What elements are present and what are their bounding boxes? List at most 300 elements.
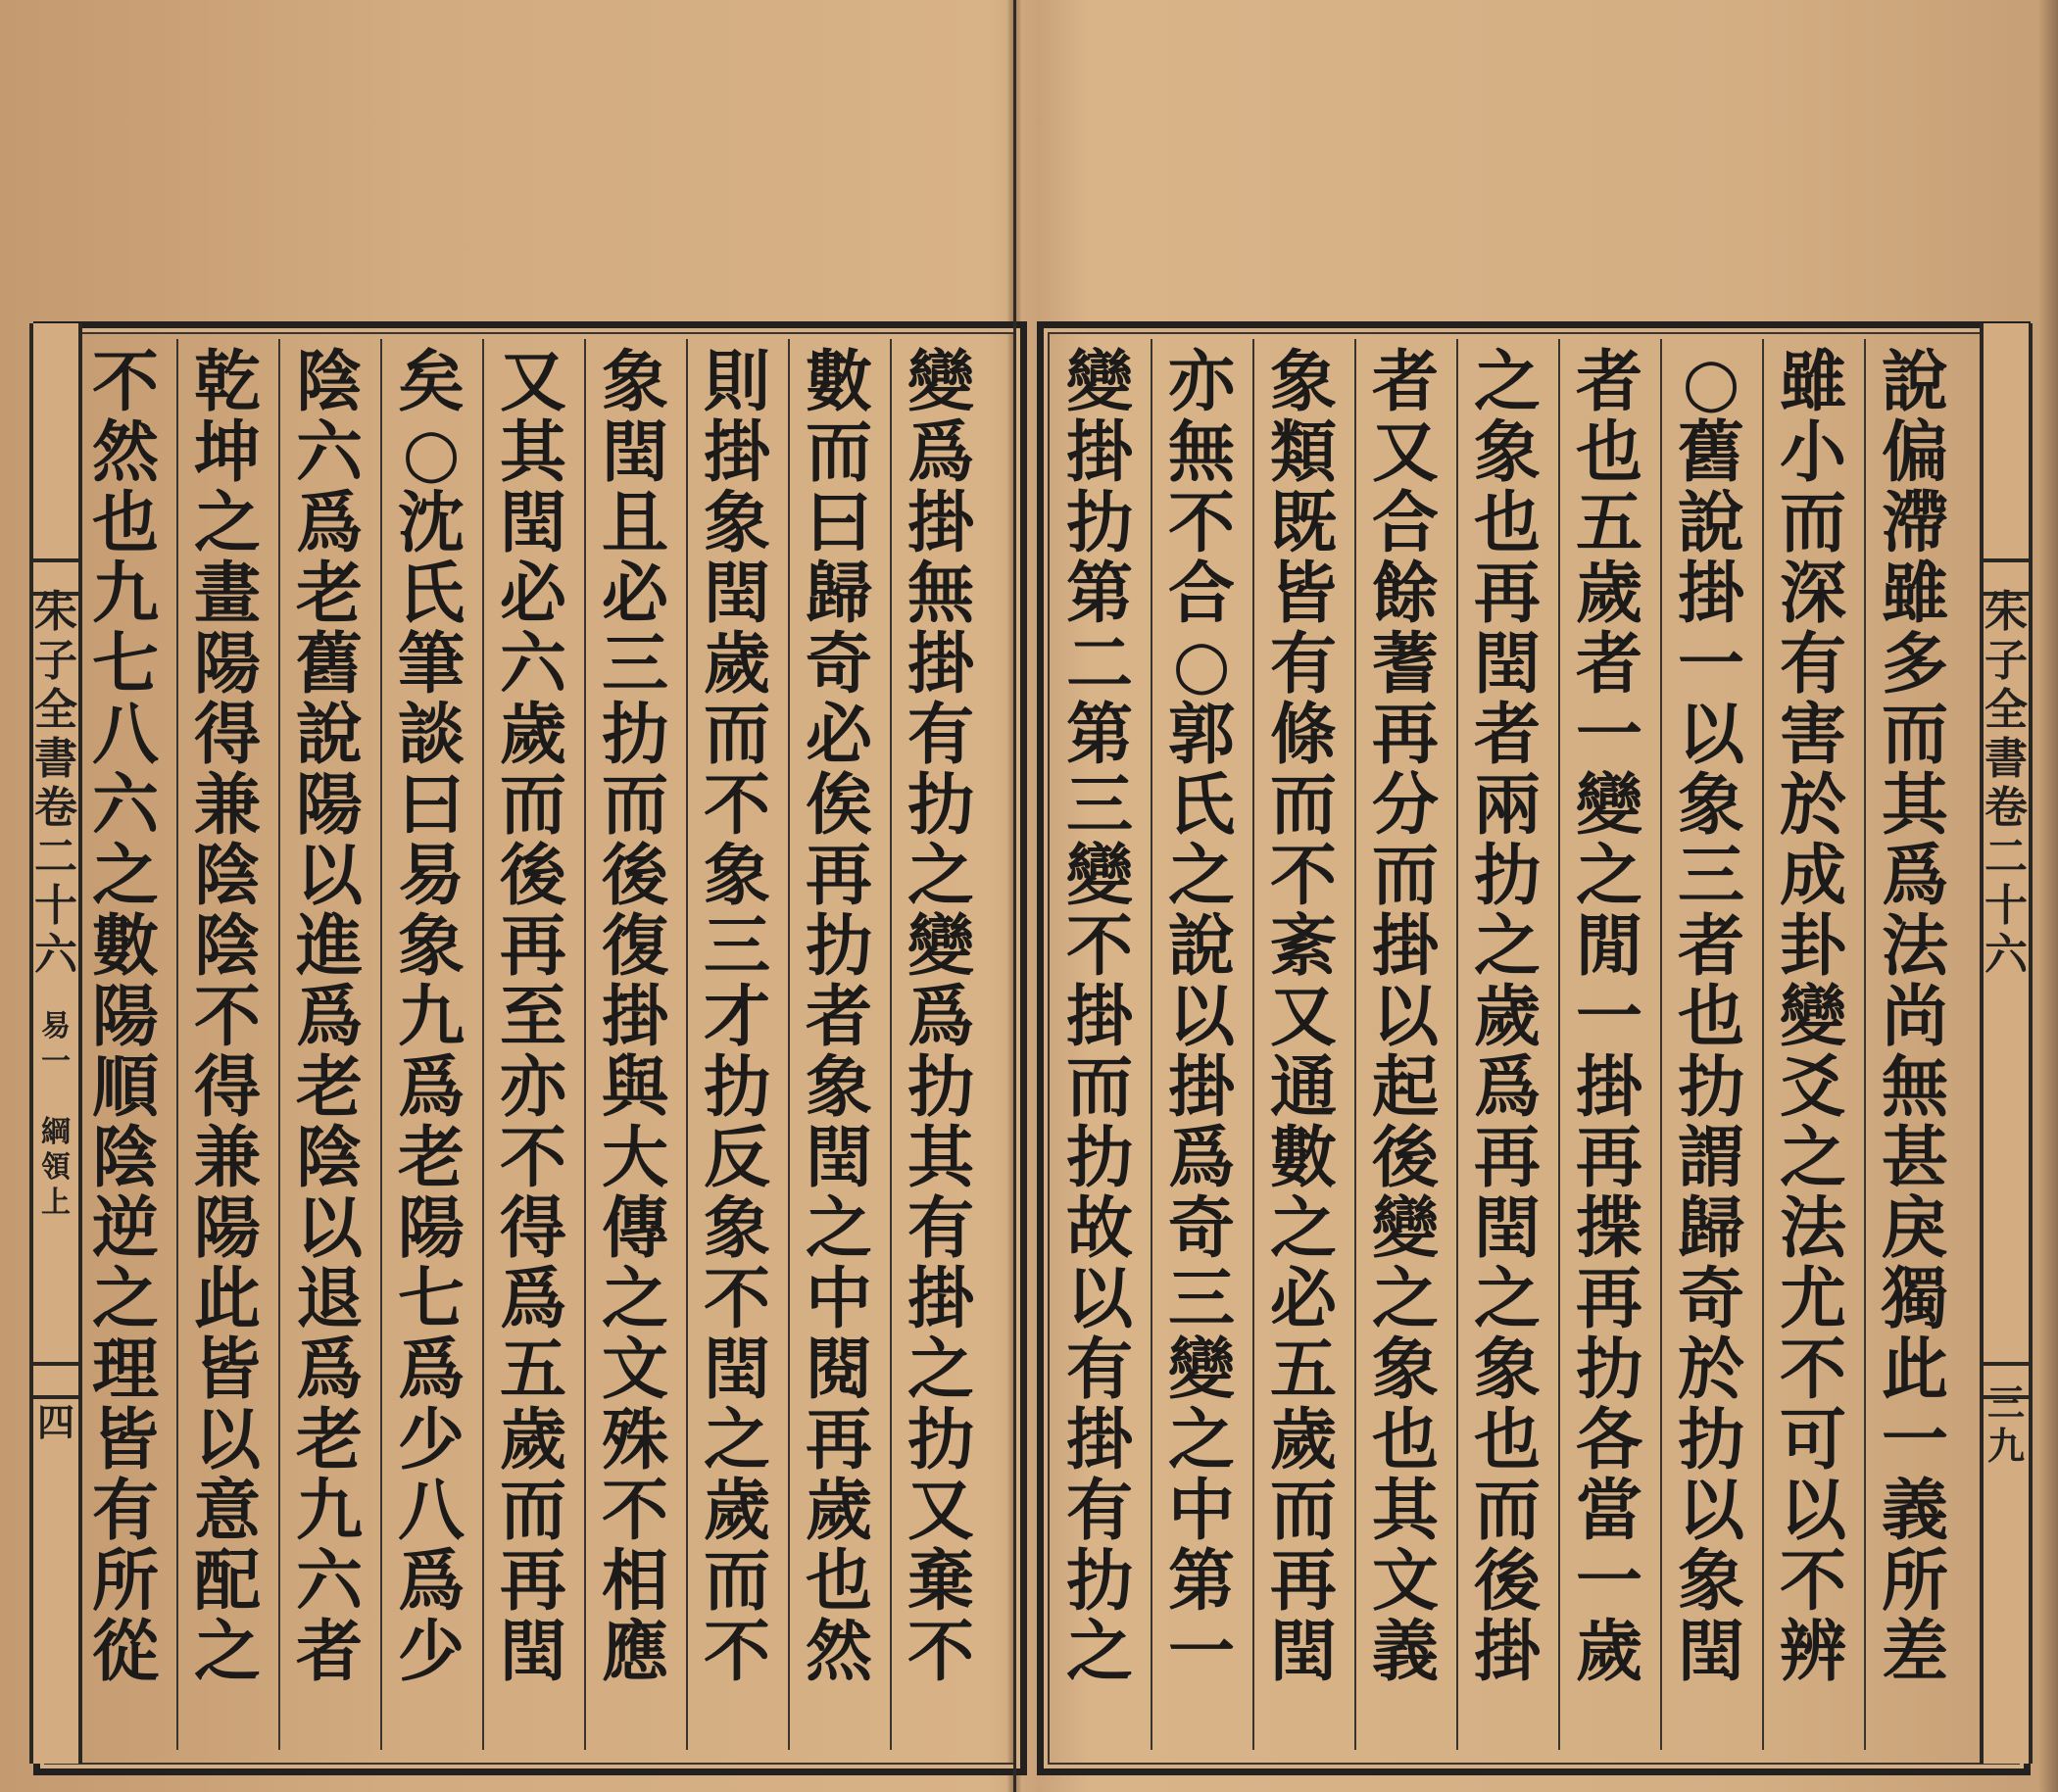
text-glyph: 第 bbox=[1065, 555, 1133, 633]
column-rule bbox=[788, 339, 790, 1750]
left-page-margin-strip bbox=[29, 323, 82, 1764]
text-glyph: 成 bbox=[1779, 837, 1846, 915]
text-glyph: 後 bbox=[499, 837, 566, 915]
text-glyph: 閏 bbox=[1473, 1189, 1541, 1268]
text-glyph: 以 bbox=[1065, 1260, 1133, 1338]
text-glyph: 歲 bbox=[499, 1401, 566, 1479]
text-glyph: 陰 bbox=[193, 907, 261, 986]
text-glyph: 曰 bbox=[805, 484, 872, 562]
text-column bbox=[1160, 343, 1243, 1691]
text-glyph: 有 bbox=[1065, 1331, 1133, 1409]
text-glyph: 至 bbox=[499, 978, 566, 1056]
text-glyph: 大 bbox=[601, 1119, 668, 1197]
text-glyph: 必 bbox=[805, 696, 872, 774]
text-glyph: 也 bbox=[1371, 1401, 1439, 1479]
text-column bbox=[1364, 343, 1446, 1691]
text-glyph: 以 bbox=[295, 1189, 363, 1268]
text-glyph: 五 bbox=[1575, 484, 1642, 562]
text-glyph: 必 bbox=[1269, 1260, 1337, 1338]
text-glyph: 無 bbox=[1881, 1048, 1948, 1127]
text-glyph: 爲 bbox=[295, 978, 363, 1056]
text-glyph: 此 bbox=[1881, 1331, 1948, 1409]
text-glyph: 象 bbox=[703, 1189, 770, 1268]
text-glyph: 老 bbox=[397, 1119, 465, 1197]
text-glyph: 說 bbox=[1167, 907, 1235, 986]
text-glyph: 閏 bbox=[703, 555, 770, 633]
text-glyph: 扐 bbox=[906, 1048, 974, 1127]
text-glyph: 再 bbox=[805, 837, 872, 915]
text-glyph: 有 bbox=[91, 1472, 159, 1550]
text-glyph: 歲 bbox=[1575, 1613, 1642, 1691]
text-glyph: 陽 bbox=[193, 1189, 261, 1268]
text-glyph: 卷 bbox=[34, 783, 77, 833]
text-glyph: 再 bbox=[499, 1542, 566, 1621]
text-glyph: 變 bbox=[906, 343, 974, 421]
text-glyph: 全 bbox=[34, 685, 77, 735]
text-glyph: 皆 bbox=[1269, 555, 1337, 633]
text-glyph: 爲 bbox=[499, 1260, 566, 1338]
text-glyph: 扐 bbox=[1575, 1331, 1642, 1409]
text-glyph: 朱 bbox=[34, 587, 77, 637]
right-page-margin-strip bbox=[1980, 323, 2033, 1764]
column-rule bbox=[1660, 339, 1662, 1750]
text-glyph: 爲 bbox=[397, 1542, 465, 1621]
text-glyph: 揲 bbox=[1575, 1189, 1642, 1268]
text-glyph: 其 bbox=[1881, 766, 1948, 845]
text-glyph: 謂 bbox=[1677, 1119, 1744, 1197]
text-glyph: 應 bbox=[601, 1613, 668, 1691]
text-glyph: 又 bbox=[499, 343, 566, 421]
text-glyph: 綱 bbox=[41, 1115, 71, 1149]
text-glyph: 老 bbox=[295, 1401, 363, 1479]
text-glyph: 者 bbox=[1473, 696, 1541, 774]
text-glyph: 掛 bbox=[1575, 1048, 1642, 1127]
text-glyph: 陽 bbox=[295, 766, 363, 845]
text-glyph: 再 bbox=[805, 1401, 872, 1479]
text-glyph: 兩 bbox=[1473, 766, 1541, 845]
text-glyph: 各 bbox=[1575, 1401, 1642, 1479]
text-glyph: 法 bbox=[1881, 907, 1948, 986]
text-glyph: 閏 bbox=[1473, 625, 1541, 703]
text-glyph: 書 bbox=[1984, 734, 2028, 784]
text-glyph: 不 bbox=[1167, 484, 1235, 562]
text-glyph: 舊 bbox=[1677, 413, 1744, 492]
text-glyph: 之 bbox=[1371, 1260, 1439, 1338]
text-glyph: 掛 bbox=[1473, 1613, 1541, 1691]
text-glyph: 第 bbox=[1167, 1542, 1235, 1621]
text-glyph: 談 bbox=[397, 696, 465, 774]
text-glyph: 五 bbox=[1269, 1331, 1337, 1409]
text-glyph: 而 bbox=[1269, 766, 1337, 845]
text-glyph: 歲 bbox=[499, 696, 566, 774]
text-glyph: 小 bbox=[1779, 413, 1846, 492]
text-glyph: 再 bbox=[499, 907, 566, 986]
text-glyph: 也 bbox=[1575, 413, 1642, 492]
text-glyph: 閒 bbox=[1575, 907, 1642, 986]
text-glyph: 然 bbox=[91, 413, 159, 492]
text-glyph: 後 bbox=[1473, 1542, 1541, 1621]
text-glyph: 又 bbox=[1371, 413, 1439, 492]
text-glyph: 不 bbox=[703, 1260, 770, 1338]
text-glyph: 不 bbox=[601, 1472, 668, 1550]
text-glyph: 象 bbox=[703, 837, 770, 915]
text-glyph: 相 bbox=[601, 1542, 668, 1621]
text-glyph: 從 bbox=[91, 1613, 159, 1691]
text-glyph: 象 bbox=[1269, 343, 1337, 421]
text-glyph: 而 bbox=[1881, 696, 1948, 774]
right-page-text-block bbox=[1049, 339, 1980, 1750]
text-column bbox=[798, 343, 880, 1691]
text-glyph: 書 bbox=[34, 734, 77, 784]
book-title-label bbox=[1984, 588, 2029, 980]
text-glyph: 傳 bbox=[601, 1189, 668, 1268]
text-glyph: 掛 bbox=[703, 413, 770, 492]
text-glyph: 既 bbox=[1269, 484, 1337, 562]
text-glyph: 順 bbox=[91, 1048, 159, 1127]
column-rule bbox=[1252, 339, 1254, 1750]
text-glyph: 舊 bbox=[295, 625, 363, 703]
text-glyph: 陽 bbox=[397, 1189, 465, 1268]
text-glyph: 閏 bbox=[499, 1613, 566, 1691]
text-glyph: 戾 bbox=[1881, 1189, 1948, 1268]
text-glyph: 閏 bbox=[499, 484, 566, 562]
text-glyph: 六 bbox=[295, 1542, 363, 1621]
text-glyph: 亦 bbox=[499, 1048, 566, 1127]
text-glyph: 此 bbox=[193, 1260, 261, 1338]
text-glyph: 皆 bbox=[193, 1331, 261, 1409]
text-glyph: 得 bbox=[499, 1189, 566, 1268]
text-glyph: 於 bbox=[1779, 766, 1846, 845]
text-column bbox=[1772, 343, 1854, 1691]
text-glyph: 九 bbox=[397, 978, 465, 1056]
text-glyph: 俟 bbox=[805, 766, 872, 845]
text-glyph: 扐 bbox=[906, 766, 974, 845]
text-glyph: 之 bbox=[91, 837, 159, 915]
text-glyph: 爲 bbox=[397, 1331, 465, 1409]
text-glyph: 殊 bbox=[601, 1401, 668, 1479]
text-glyph: 而 bbox=[1779, 484, 1846, 562]
text-glyph: 二 bbox=[1065, 625, 1133, 703]
text-glyph: 扐 bbox=[805, 907, 872, 986]
text-glyph: 者 bbox=[1575, 343, 1642, 421]
text-glyph: 卦 bbox=[1779, 907, 1846, 986]
text-glyph: 筆 bbox=[397, 625, 465, 703]
text-glyph: 老 bbox=[295, 555, 363, 633]
text-glyph: 不 bbox=[193, 978, 261, 1056]
fish-tail-mark bbox=[33, 1362, 78, 1399]
text-glyph: 一 bbox=[1575, 978, 1642, 1056]
text-glyph: 爲 bbox=[1167, 1119, 1235, 1197]
page-divider bbox=[1013, 0, 1016, 1792]
text-glyph: 象 bbox=[1473, 413, 1541, 492]
text-glyph: 扐 bbox=[1677, 1401, 1744, 1479]
text-glyph: 陰 bbox=[193, 837, 261, 915]
text-glyph: 不 bbox=[906, 1613, 974, 1691]
text-glyph: 不 bbox=[703, 1613, 770, 1691]
text-glyph: 再 bbox=[1575, 1119, 1642, 1197]
text-glyph: 三 bbox=[1986, 1380, 2025, 1425]
page-number-label bbox=[33, 1401, 78, 1444]
text-glyph: 陰 bbox=[295, 1119, 363, 1197]
text-glyph: 之 bbox=[1473, 1260, 1541, 1338]
page-number-label bbox=[1984, 1381, 2029, 1468]
text-glyph: 且 bbox=[601, 484, 668, 562]
column-rule bbox=[278, 339, 280, 1750]
text-glyph: 之 bbox=[906, 837, 974, 915]
text-glyph: 閱 bbox=[805, 1331, 872, 1409]
text-glyph: 二 bbox=[34, 832, 77, 882]
text-glyph: 配 bbox=[193, 1542, 261, 1621]
text-glyph: 滯 bbox=[1881, 484, 1948, 562]
text-column bbox=[390, 343, 472, 1691]
text-glyph: 而 bbox=[499, 766, 566, 845]
text-glyph: 差 bbox=[1881, 1613, 1948, 1691]
text-glyph: 之 bbox=[805, 1189, 872, 1268]
text-glyph: 類 bbox=[1269, 413, 1337, 492]
text-glyph: 象 bbox=[1677, 766, 1744, 845]
text-glyph: 五 bbox=[499, 1331, 566, 1409]
text-glyph: 者 bbox=[295, 1613, 363, 1691]
text-glyph: 偏 bbox=[1881, 413, 1948, 492]
column-rule bbox=[1762, 339, 1764, 1750]
text-glyph: 獨 bbox=[1881, 1260, 1948, 1338]
text-glyph: 深 bbox=[1779, 555, 1846, 633]
text-glyph: 不 bbox=[1065, 907, 1133, 986]
text-glyph: 歲 bbox=[1473, 978, 1541, 1056]
text-glyph: 法 bbox=[1779, 1189, 1846, 1268]
text-glyph: 八 bbox=[91, 696, 159, 774]
text-glyph: 三 bbox=[601, 625, 668, 703]
text-glyph: 再 bbox=[1473, 555, 1541, 633]
text-glyph: 以 bbox=[1677, 1472, 1744, 1550]
text-glyph: 少 bbox=[397, 1401, 465, 1479]
text-glyph: 不 bbox=[1269, 837, 1337, 915]
text-glyph: 變 bbox=[906, 907, 974, 986]
text-glyph: 也 bbox=[1473, 484, 1541, 562]
text-glyph: 棄 bbox=[906, 1542, 974, 1621]
text-glyph: 條 bbox=[1269, 696, 1337, 774]
text-glyph: 通 bbox=[1269, 1048, 1337, 1127]
text-glyph: 六 bbox=[34, 930, 77, 980]
text-glyph: 象 bbox=[601, 343, 668, 421]
section-label bbox=[33, 1009, 78, 1221]
text-glyph: 掛 bbox=[1167, 1048, 1235, 1127]
text-glyph: 歲 bbox=[1269, 1401, 1337, 1479]
text-glyph: 爲 bbox=[906, 413, 974, 492]
text-glyph: 多 bbox=[1881, 625, 1948, 703]
column-rule bbox=[482, 339, 484, 1750]
text-glyph: 三 bbox=[1167, 1260, 1235, 1338]
text-glyph: 象 bbox=[1677, 1542, 1744, 1621]
text-glyph: 文 bbox=[1371, 1542, 1439, 1621]
text-column bbox=[1466, 343, 1548, 1691]
text-glyph: 合 bbox=[1167, 555, 1235, 633]
text-glyph: 必 bbox=[499, 555, 566, 633]
text-column bbox=[594, 343, 676, 1691]
text-column bbox=[288, 343, 370, 1691]
text-column bbox=[186, 343, 269, 1691]
text-glyph: 辨 bbox=[1779, 1613, 1846, 1691]
text-glyph: 甚 bbox=[1881, 1119, 1948, 1197]
text-glyph: 兼 bbox=[193, 766, 261, 845]
text-glyph: 掛 bbox=[906, 1260, 974, 1338]
text-glyph: 也 bbox=[805, 1542, 872, 1621]
text-glyph: 而 bbox=[601, 766, 668, 845]
text-glyph: 復 bbox=[601, 907, 668, 986]
text-glyph: 逆 bbox=[91, 1189, 159, 1268]
text-glyph: 六 bbox=[295, 413, 363, 492]
left-page-text-block bbox=[74, 339, 1005, 1750]
text-glyph: 有 bbox=[1779, 625, 1846, 703]
text-glyph: 之 bbox=[1473, 343, 1541, 421]
text-glyph: 起 bbox=[1371, 1048, 1439, 1127]
text-glyph: 說 bbox=[1881, 343, 1948, 421]
text-glyph: 郭 bbox=[1167, 696, 1235, 774]
text-glyph: 一 bbox=[41, 1044, 71, 1079]
text-column bbox=[1058, 343, 1141, 1691]
text-glyph: 象 bbox=[703, 484, 770, 562]
text-glyph: 之 bbox=[1575, 837, 1642, 915]
text-glyph: 爲 bbox=[295, 1331, 363, 1409]
text-glyph: 扐 bbox=[1065, 484, 1133, 562]
text-glyph: 變 bbox=[1167, 1331, 1235, 1409]
text-glyph: 之 bbox=[1167, 1401, 1235, 1479]
text-glyph: 分 bbox=[1371, 766, 1439, 845]
text-glyph: 歲 bbox=[703, 625, 770, 703]
text-glyph: 退 bbox=[295, 1260, 363, 1338]
text-glyph: 亦 bbox=[1167, 343, 1235, 421]
text-glyph: 數 bbox=[91, 907, 159, 986]
text-glyph: 說 bbox=[1677, 484, 1744, 562]
text-glyph: 皆 bbox=[91, 1401, 159, 1479]
text-glyph: 尚 bbox=[1881, 978, 1948, 1056]
text-glyph: 歸 bbox=[1677, 1189, 1744, 1268]
text-glyph: 矣 bbox=[397, 343, 465, 421]
text-glyph: 而 bbox=[703, 696, 770, 774]
text-glyph: 扐 bbox=[906, 1401, 974, 1479]
text-glyph: 一 bbox=[1167, 1613, 1235, 1691]
text-column bbox=[1874, 343, 1956, 1691]
text-glyph: 第 bbox=[1065, 696, 1133, 774]
text-glyph: 六 bbox=[91, 766, 159, 845]
text-glyph: 其 bbox=[499, 413, 566, 492]
text-glyph: ○ bbox=[402, 413, 461, 492]
text-glyph: 四 bbox=[36, 1400, 74, 1444]
text-glyph: 六 bbox=[1984, 930, 2028, 980]
text-glyph: 害 bbox=[1779, 696, 1846, 774]
text-glyph: 歲 bbox=[1575, 555, 1642, 633]
text-glyph: 掛 bbox=[601, 978, 668, 1056]
text-glyph: 畫 bbox=[193, 555, 261, 633]
text-column bbox=[1670, 343, 1752, 1691]
text-glyph: 數 bbox=[1269, 1119, 1337, 1197]
text-glyph: 以 bbox=[1677, 696, 1744, 774]
text-column bbox=[492, 343, 574, 1691]
text-glyph: 而 bbox=[1371, 837, 1439, 915]
text-glyph: 於 bbox=[1677, 1331, 1744, 1409]
text-glyph: 奇 bbox=[1677, 1260, 1744, 1338]
text-glyph: 陽 bbox=[193, 625, 261, 703]
text-glyph: 之 bbox=[193, 1613, 261, 1691]
text-glyph: 雖 bbox=[1881, 555, 1948, 633]
text-glyph: 不 bbox=[1779, 1331, 1846, 1409]
text-glyph: 有 bbox=[1065, 1472, 1133, 1550]
text-glyph: 再 bbox=[1575, 1260, 1642, 1338]
text-glyph: 變 bbox=[1371, 1189, 1439, 1268]
text-glyph: 爻 bbox=[1779, 1048, 1846, 1127]
text-glyph: 可 bbox=[1779, 1401, 1846, 1479]
text-glyph: 再 bbox=[1473, 1119, 1541, 1197]
text-glyph: 子 bbox=[1984, 636, 2028, 686]
text-glyph: 以 bbox=[1167, 978, 1235, 1056]
text-glyph: 而 bbox=[703, 1542, 770, 1621]
text-column bbox=[1568, 343, 1650, 1691]
text-glyph: 老 bbox=[295, 1048, 363, 1127]
text-glyph: 文 bbox=[601, 1331, 668, 1409]
text-glyph: 以 bbox=[1779, 1472, 1846, 1550]
text-glyph: 扐 bbox=[1473, 837, 1541, 915]
text-glyph: 之 bbox=[1269, 1189, 1337, 1268]
text-glyph: 意 bbox=[193, 1472, 261, 1550]
text-glyph: 後 bbox=[1371, 1119, 1439, 1197]
text-glyph: 氏 bbox=[1167, 766, 1235, 845]
text-glyph: 雖 bbox=[1779, 343, 1846, 421]
text-glyph: 閏 bbox=[601, 413, 668, 492]
text-glyph: 爲 bbox=[1881, 837, 1948, 915]
text-glyph: 扐 bbox=[1677, 1048, 1744, 1127]
text-glyph: 之 bbox=[601, 1260, 668, 1338]
text-glyph: 而 bbox=[805, 413, 872, 492]
text-glyph: 爲 bbox=[906, 978, 974, 1056]
text-glyph: 義 bbox=[1881, 1472, 1948, 1550]
text-glyph: 爲 bbox=[397, 1048, 465, 1127]
text-glyph: 紊 bbox=[1269, 907, 1337, 986]
text-glyph: 不 bbox=[91, 343, 159, 421]
text-glyph: 再 bbox=[1269, 1542, 1337, 1621]
text-glyph: 上 bbox=[41, 1186, 71, 1220]
text-glyph: 閏 bbox=[703, 1331, 770, 1409]
text-glyph: 扐 bbox=[703, 1048, 770, 1127]
column-rule bbox=[1354, 339, 1356, 1750]
text-glyph: 歸 bbox=[805, 555, 872, 633]
text-glyph: 閏 bbox=[1269, 1613, 1337, 1691]
text-glyph: 坤 bbox=[193, 413, 261, 492]
text-column bbox=[84, 343, 167, 1691]
column-rule bbox=[686, 339, 688, 1750]
text-glyph: 有 bbox=[1269, 625, 1337, 703]
text-glyph: 二 bbox=[1984, 832, 2028, 882]
text-glyph: 曰 bbox=[397, 766, 465, 845]
text-glyph: 必 bbox=[601, 555, 668, 633]
text-glyph: 一 bbox=[1575, 696, 1642, 774]
text-glyph: 領 bbox=[41, 1150, 71, 1185]
text-glyph: 掛 bbox=[1371, 907, 1439, 986]
text-glyph: 不 bbox=[703, 766, 770, 845]
text-glyph: 以 bbox=[1371, 978, 1439, 1056]
text-glyph: 七 bbox=[91, 625, 159, 703]
text-glyph: 之 bbox=[1167, 837, 1235, 915]
column-rule bbox=[1456, 339, 1458, 1750]
text-glyph: 歲 bbox=[805, 1472, 872, 1550]
text-glyph: 三 bbox=[1065, 766, 1133, 845]
text-glyph: 閏 bbox=[805, 1119, 872, 1197]
text-glyph: 八 bbox=[397, 1472, 465, 1550]
text-glyph: 也 bbox=[1473, 1401, 1541, 1479]
text-glyph: 者 bbox=[1575, 625, 1642, 703]
text-glyph: 之 bbox=[1065, 1613, 1133, 1691]
text-glyph: 扐 bbox=[1065, 1542, 1133, 1621]
text-glyph: 變 bbox=[1575, 766, 1642, 845]
